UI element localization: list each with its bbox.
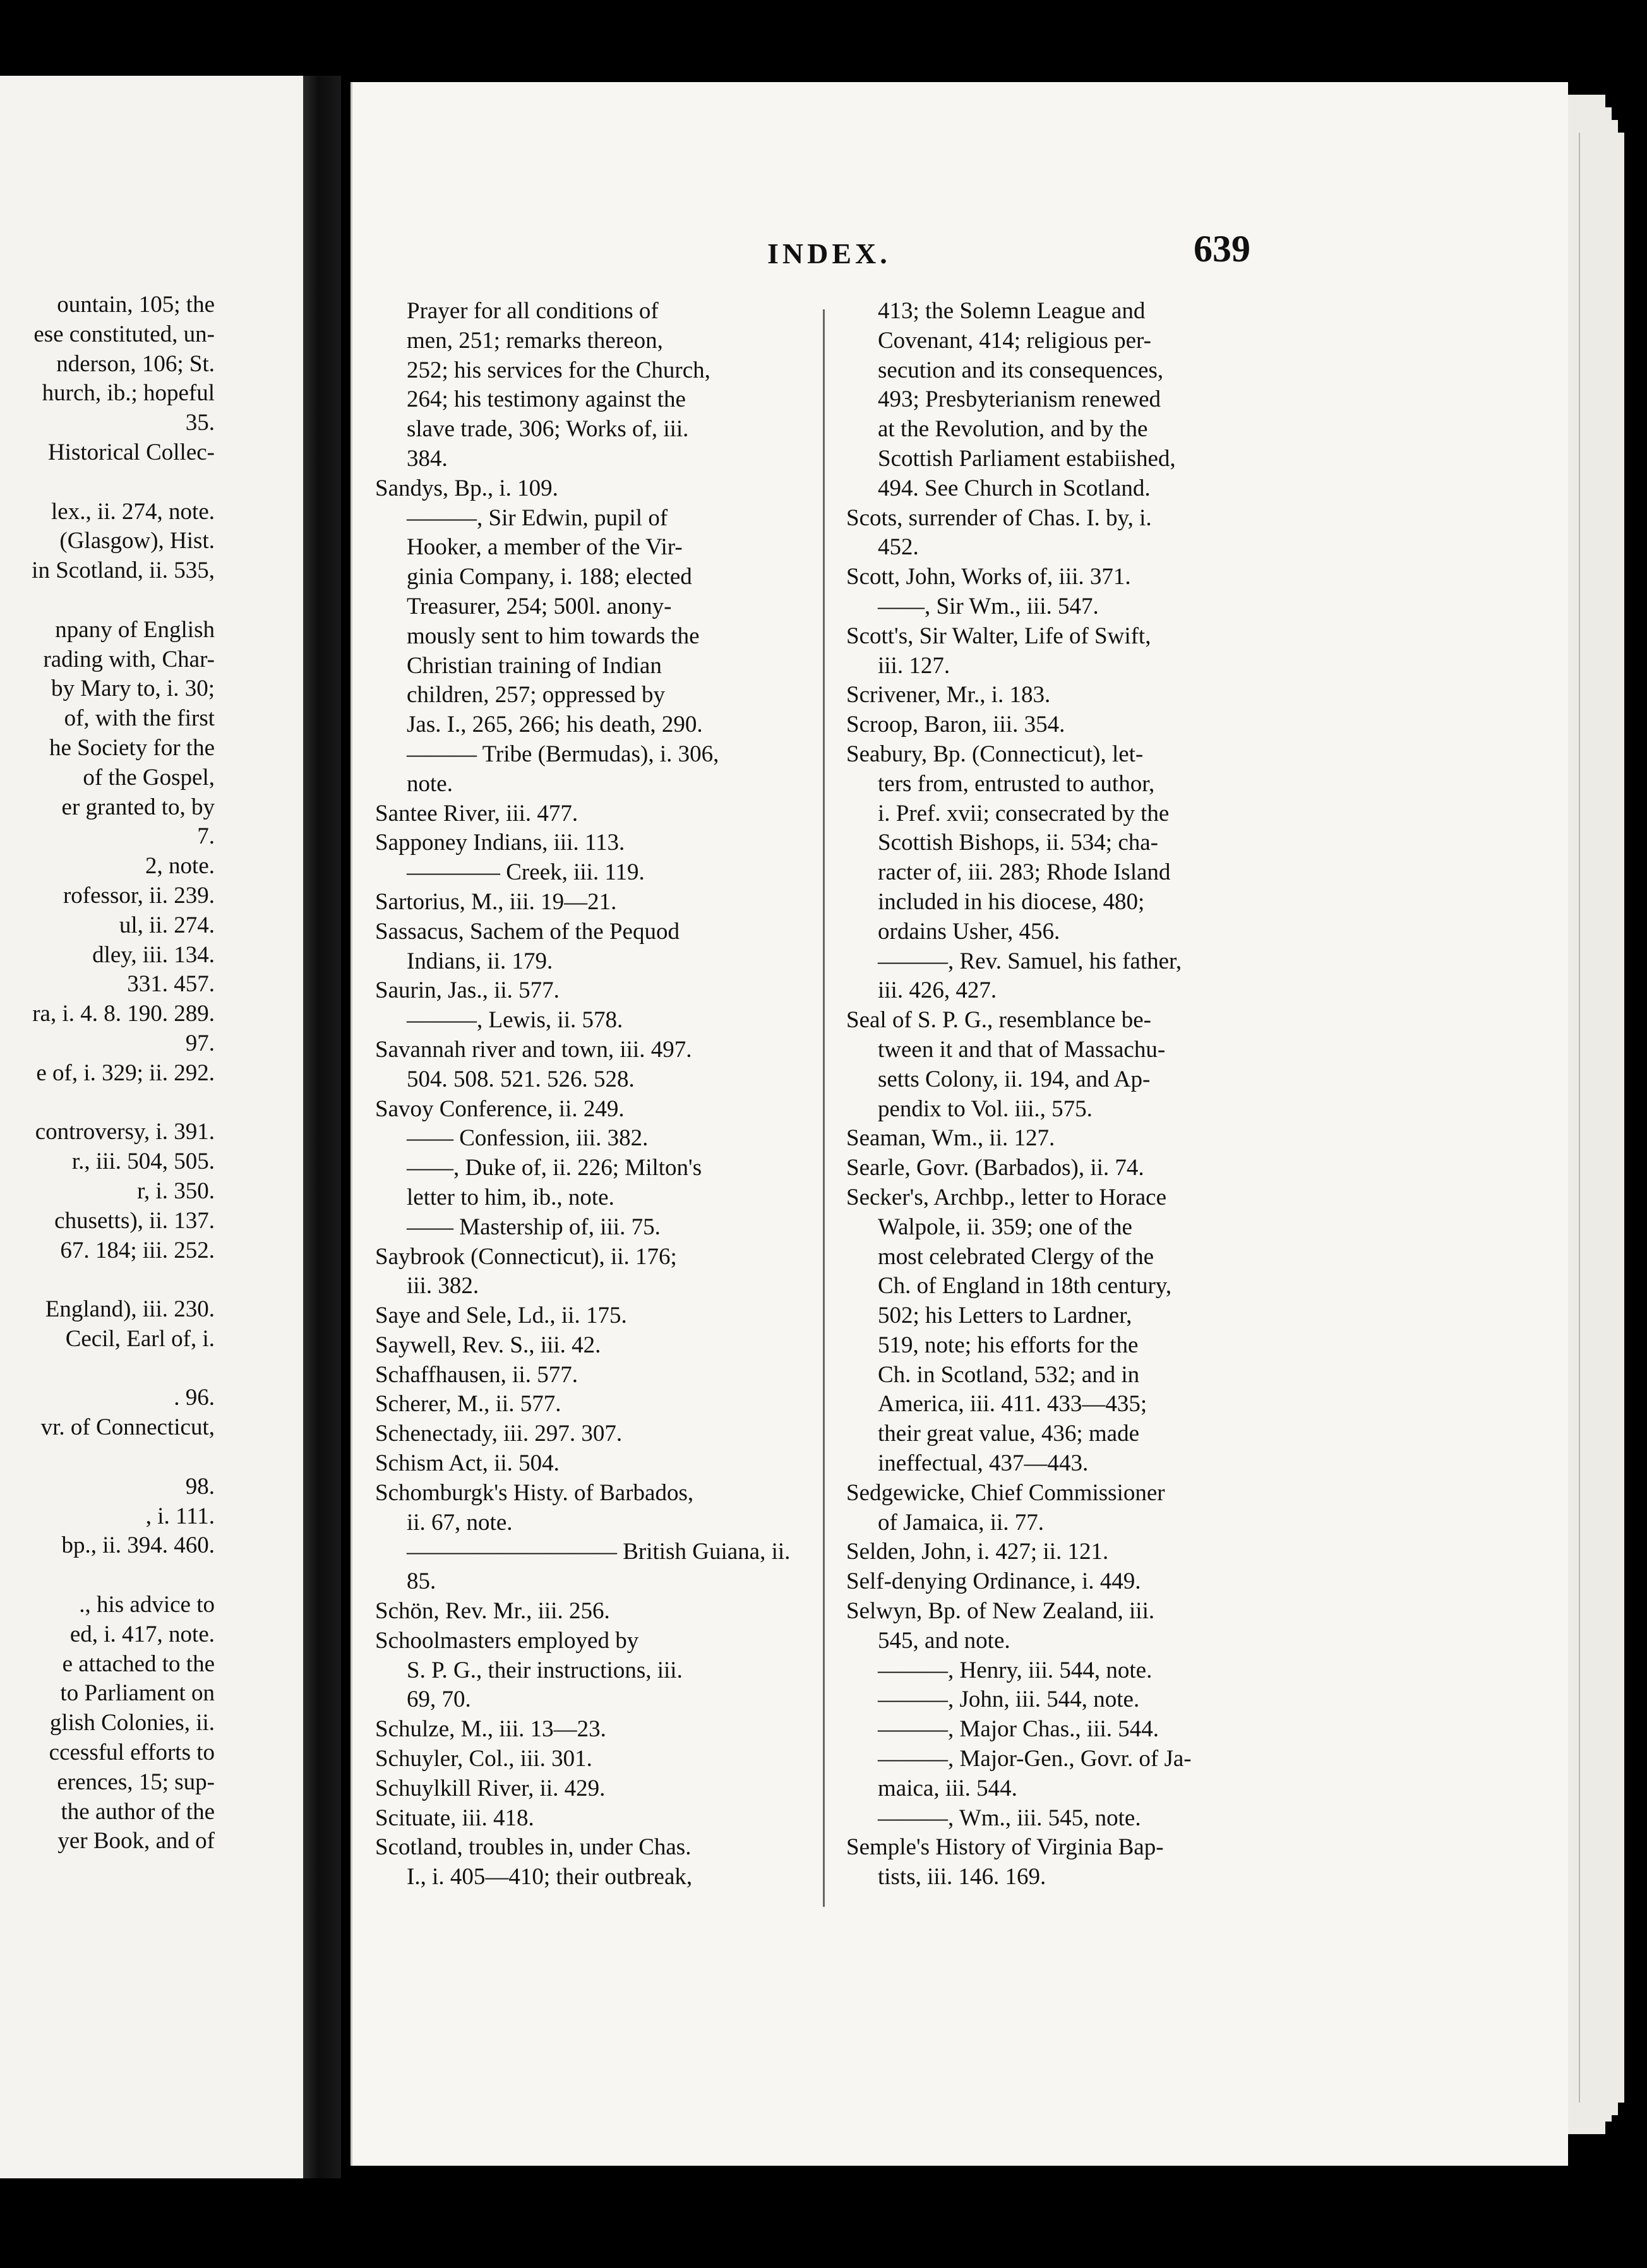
- facing-page-line: England), iii. 230.: [45, 1296, 215, 1323]
- facing-page-line: rofessor, ii. 239.: [63, 882, 215, 909]
- index-line: 85.: [407, 1568, 436, 1595]
- index-column-1: [375, 297, 798, 1892]
- facing-page-line: e attached to the: [62, 1650, 215, 1677]
- page-edge: [1579, 133, 1624, 2103]
- index-line: Schön, Rev. Mr., iii. 256.: [375, 1598, 610, 1625]
- facing-page-line: dley, iii. 134.: [92, 941, 215, 968]
- index-line: Prayer for all conditions of: [407, 298, 659, 324]
- index-line: Saye and Sele, Ld., ii. 175.: [375, 1303, 627, 1329]
- index-line: note.: [407, 770, 453, 797]
- facing-page-line: of, with the first: [64, 705, 215, 732]
- index-line: their great value, 436; made: [878, 1421, 1140, 1447]
- index-line: at the Revolution, and by the: [878, 416, 1148, 443]
- index-line: Selwyn, Bp. of New Zealand, iii.: [846, 1598, 1155, 1625]
- facing-page-line: the author of the: [61, 1798, 215, 1825]
- index-line: ters from, entrusted to author,: [878, 770, 1155, 797]
- index-line: Santee River, iii. 477.: [375, 800, 578, 827]
- book-gutter: [303, 76, 341, 2178]
- index-line: racter of, iii. 283; Rhode Island: [878, 859, 1171, 886]
- facing-page-line: 2, note.: [145, 853, 215, 880]
- index-line: Semple's History of Virginia Bap-: [846, 1834, 1164, 1861]
- facing-page-text: [0, 290, 303, 1856]
- facing-page-line: [0, 1265, 215, 1295]
- facing-page-line: , i. 111.: [145, 1503, 215, 1529]
- index-line: secution and its consequences,: [878, 357, 1164, 383]
- index-line: Ch. of England in 18th century,: [878, 1273, 1172, 1299]
- index-line: Scots, surrender of Chas. I. by, i.: [846, 504, 1152, 531]
- index-line: —— Confession, iii. 382.: [407, 1125, 649, 1152]
- index-line: slave trade, 306; Works of, iii.: [407, 416, 689, 443]
- facing-page-line: r, i. 350.: [137, 1178, 215, 1204]
- index-line: Schuylkill River, ii. 429.: [375, 1775, 606, 1801]
- facing-page-line: hurch, ib.; hopeful: [42, 380, 215, 407]
- index-line: ginia Company, i. 188; elected: [407, 564, 692, 590]
- facing-page-line: npany of English: [55, 616, 215, 643]
- index-line: 545, and note.: [878, 1627, 1010, 1654]
- index-line: of Jamaica, ii. 77.: [878, 1509, 1045, 1536]
- index-line: Saywell, Rev. S., iii. 42.: [375, 1332, 601, 1358]
- index-line: Schism Act, ii. 504.: [375, 1450, 560, 1477]
- facing-page-line: ccessful efforts to: [49, 1740, 215, 1766]
- index-line: Schoolmasters employed by: [375, 1627, 639, 1654]
- index-line: ineffectual, 437—443.: [878, 1450, 1089, 1477]
- index-line: 452.: [878, 534, 919, 561]
- index-line: Scott's, Sir Walter, Life of Swift,: [846, 623, 1151, 649]
- facing-page-line: 97.: [185, 1030, 215, 1056]
- index-line: Savannah river and town, iii. 497.: [375, 1036, 692, 1063]
- facing-page-line: glish Colonies, ii.: [49, 1710, 215, 1736]
- index-line: ———, Henry, iii. 544, note.: [878, 1657, 1153, 1683]
- index-line: 264; his testimony against the: [407, 386, 686, 413]
- index-line: Scroop, Baron, iii. 354.: [846, 712, 1065, 738]
- index-column-2: [846, 297, 1273, 1892]
- facing-page-line: ra, i. 4. 8. 190. 289.: [32, 1001, 215, 1027]
- facing-page-line: ed, i. 417, note.: [69, 1621, 215, 1647]
- index-line: —— Mastership of, iii. 75.: [407, 1214, 661, 1240]
- index-line: Indians, ii. 179.: [407, 948, 553, 974]
- index-line: most celebrated Clergy of the: [878, 1243, 1154, 1270]
- index-line: Sartorius, M., iii. 19—21.: [375, 888, 617, 915]
- facing-page-line: erences, 15; sup-: [57, 1769, 215, 1795]
- index-line: children, 257; oppressed by: [407, 682, 665, 708]
- index-line: men, 251; remarks thereon,: [407, 327, 663, 354]
- index-line: ———, Major Chas., iii. 544.: [878, 1716, 1159, 1743]
- index-line: ———— Creek, iii. 119.: [407, 859, 645, 886]
- index-line: Saybrook (Connecticut), ii. 176;: [375, 1243, 677, 1270]
- facing-page-line: ese constituted, un-: [33, 321, 215, 347]
- index-line: Schomburgk's Histy. of Barbados,: [375, 1479, 694, 1506]
- index-line: Scrivener, Mr., i. 183.: [846, 682, 1051, 708]
- index-line: iii. 426, 427.: [878, 977, 997, 1004]
- index-line: Sassacus, Sachem of the Pequod: [375, 918, 680, 945]
- facing-page-line: 331. 457.: [127, 971, 215, 998]
- facing-page-line: 7.: [197, 823, 215, 850]
- index-line: ——— Tribe (Bermudas), i. 306,: [407, 741, 719, 767]
- index-line: maica, iii. 544.: [878, 1775, 1017, 1801]
- facing-page-line: 35.: [185, 410, 215, 436]
- index-line: ————————— British Guiana, ii.: [407, 1539, 791, 1565]
- index-line: Walpole, ii. 359; one of the: [878, 1214, 1132, 1240]
- index-line: Scottish Bishops, ii. 534; cha-: [878, 830, 1158, 856]
- index-line: Savoy Conference, ii. 249.: [375, 1095, 625, 1122]
- index-line: Hooker, a member of the Vir-: [407, 534, 683, 561]
- index-line: included in his diocese, 480;: [878, 888, 1145, 915]
- facing-page-line: 98.: [185, 1473, 215, 1500]
- facing-page-line: lex., ii. 274, note.: [51, 498, 215, 525]
- facing-page-line: Cecil, Earl of, i.: [65, 1325, 215, 1352]
- facing-page-line: bp., ii. 394. 460.: [61, 1532, 215, 1559]
- index-line: pendix to Vol. iii., 575.: [878, 1095, 1093, 1122]
- index-line: ———, Lewis, ii. 578.: [407, 1007, 623, 1034]
- index-line: Scherer, M., ii. 577.: [375, 1391, 561, 1418]
- index-line: ordains Usher, 456.: [878, 918, 1060, 945]
- index-line: tween it and that of Massachu-: [878, 1036, 1166, 1063]
- facing-page-line: controversy, i. 391.: [35, 1119, 215, 1145]
- facing-page-line: Historical Collec-: [47, 439, 215, 465]
- index-line: ——, Duke of, ii. 226; Milton's: [407, 1155, 702, 1181]
- index-line: ———, John, iii. 544, note.: [878, 1686, 1140, 1713]
- facing-page-line: [0, 1089, 215, 1118]
- facing-page-line: to Parliament on: [60, 1680, 215, 1707]
- index-line: Sapponey Indians, iii. 113.: [375, 830, 625, 856]
- index-line: letter to him, ib., note.: [407, 1184, 614, 1210]
- index-line: I., i. 405—410; their outbreak,: [407, 1864, 693, 1890]
- facing-page-line: e of, i. 329; ii. 292.: [36, 1059, 215, 1086]
- index-line: Ch. in Scotland, 532; and in: [878, 1361, 1140, 1388]
- facing-page-line: chusetts), ii. 137.: [54, 1207, 215, 1234]
- index-line: 413; the Solemn League and: [878, 298, 1146, 324]
- facing-page-line: [0, 586, 215, 616]
- facing-page-line: [0, 468, 215, 498]
- index-line: 69, 70.: [407, 1686, 471, 1713]
- index-line: ———, Sir Edwin, pupil of: [407, 504, 668, 531]
- facing-page-line: vr. of Connecticut,: [40, 1414, 215, 1441]
- facing-page-line: yer Book, and of: [57, 1828, 215, 1854]
- index-line: Saurin, Jas., ii. 577.: [375, 977, 560, 1004]
- index-line: Covenant, 414; religious per-: [878, 327, 1151, 354]
- index-line: 252; his services for the Church,: [407, 357, 710, 383]
- index-line: Scottish Parliament estabiished,: [878, 445, 1176, 472]
- index-line: ———, Major-Gen., Govr. of Ja-: [878, 1746, 1192, 1772]
- index-line: Seabury, Bp. (Connecticut), let-: [846, 741, 1144, 767]
- facing-page-line: ountain, 105; the: [57, 292, 215, 318]
- index-line: Sedgewicke, Chief Commissioner: [846, 1479, 1165, 1506]
- index-line: ——, Sir Wm., iii. 547.: [878, 593, 1099, 619]
- index-line: setts Colony, ii. 194, and Ap-: [878, 1066, 1151, 1092]
- index-line: i. Pref. xvii; consecrated by the: [878, 800, 1170, 827]
- index-line: Schaffhausen, ii. 577.: [375, 1361, 578, 1388]
- index-line: America, iii. 411. 433—435;: [878, 1391, 1147, 1418]
- facing-page-line: (Glasgow), Hist.: [59, 528, 215, 554]
- index-line: ———, Rev. Samuel, his father,: [878, 948, 1182, 974]
- running-header: INDEX.: [767, 237, 891, 270]
- index-line: 493; Presbyterianism renewed: [878, 386, 1161, 413]
- facing-page-line: 67. 184; iii. 252.: [60, 1237, 215, 1263]
- facing-page-line: r., iii. 504, 505.: [71, 1149, 215, 1175]
- index-line: mously sent to him towards the: [407, 623, 700, 649]
- index-line: 384.: [407, 445, 448, 472]
- index-line: Selden, John, i. 427; ii. 121.: [846, 1539, 1109, 1565]
- index-line: Scott, John, Works of, iii. 371.: [846, 564, 1131, 590]
- index-line: iii. 382.: [407, 1273, 479, 1299]
- facing-page-line: nderson, 106; St.: [56, 350, 215, 377]
- index-line: Scituate, iii. 418.: [375, 1805, 534, 1831]
- facing-page-line: in Scotland, ii. 535,: [32, 558, 215, 584]
- index-line: Schenectady, iii. 297. 307.: [375, 1421, 623, 1447]
- index-line: 504. 508. 521. 526. 528.: [407, 1066, 635, 1092]
- facing-page-line: he Society for the: [49, 734, 215, 761]
- index-line: Scotland, troubles in, under Chas.: [375, 1834, 692, 1861]
- index-line: Searle, Govr. (Barbados), ii. 74.: [846, 1155, 1144, 1181]
- facing-page-line: er granted to, by: [61, 794, 215, 820]
- facing-page: [0, 76, 303, 2178]
- index-line: Jas. I., 265, 266; his death, 290.: [407, 712, 703, 738]
- facing-page-line: [0, 1354, 215, 1384]
- index-line: Self-denying Ordinance, i. 449.: [846, 1568, 1141, 1595]
- index-line: tists, iii. 146. 169.: [878, 1864, 1046, 1890]
- index-line: Schuyler, Col., iii. 301.: [375, 1746, 592, 1772]
- facing-page-line: rading with, Char-: [43, 646, 215, 672]
- index-line: Schulze, M., iii. 13—23.: [375, 1716, 606, 1743]
- index-line: Secker's, Archbp., letter to Horace: [846, 1184, 1166, 1210]
- index-line: 502; his Letters to Lardner,: [878, 1303, 1132, 1329]
- facing-page-line: of the Gospel,: [83, 764, 215, 791]
- facing-page-line: . 96.: [174, 1385, 215, 1411]
- index-line: S. P. G., their instructions, iii.: [407, 1657, 683, 1683]
- index-line: Treasurer, 254; 500l. anony-: [407, 593, 672, 619]
- index-line: Christian training of Indian: [407, 652, 662, 679]
- index-line: 519, note; his efforts for the: [878, 1332, 1139, 1358]
- index-line: ii. 67, note.: [407, 1509, 513, 1536]
- facing-page-line: [0, 1561, 215, 1591]
- facing-page-line: [0, 1443, 215, 1472]
- facing-page-line: ul, ii. 274.: [119, 912, 215, 938]
- index-line: Seaman, Wm., ii. 127.: [846, 1125, 1055, 1152]
- column-divider: [823, 309, 825, 1907]
- facing-page-line: by Mary to, i. 30;: [51, 676, 215, 702]
- page-number: 639: [1194, 228, 1250, 270]
- facing-page-line: ., his advice to: [79, 1592, 215, 1618]
- index-line: Sandys, Bp., i. 109.: [375, 475, 558, 501]
- index-line: Seal of S. P. G., resemblance be-: [846, 1007, 1151, 1034]
- index-line: iii. 127.: [878, 652, 950, 679]
- index-line: ———, Wm., iii. 545, note.: [878, 1805, 1141, 1831]
- index-line: 494. See Church in Scotland.: [878, 475, 1151, 501]
